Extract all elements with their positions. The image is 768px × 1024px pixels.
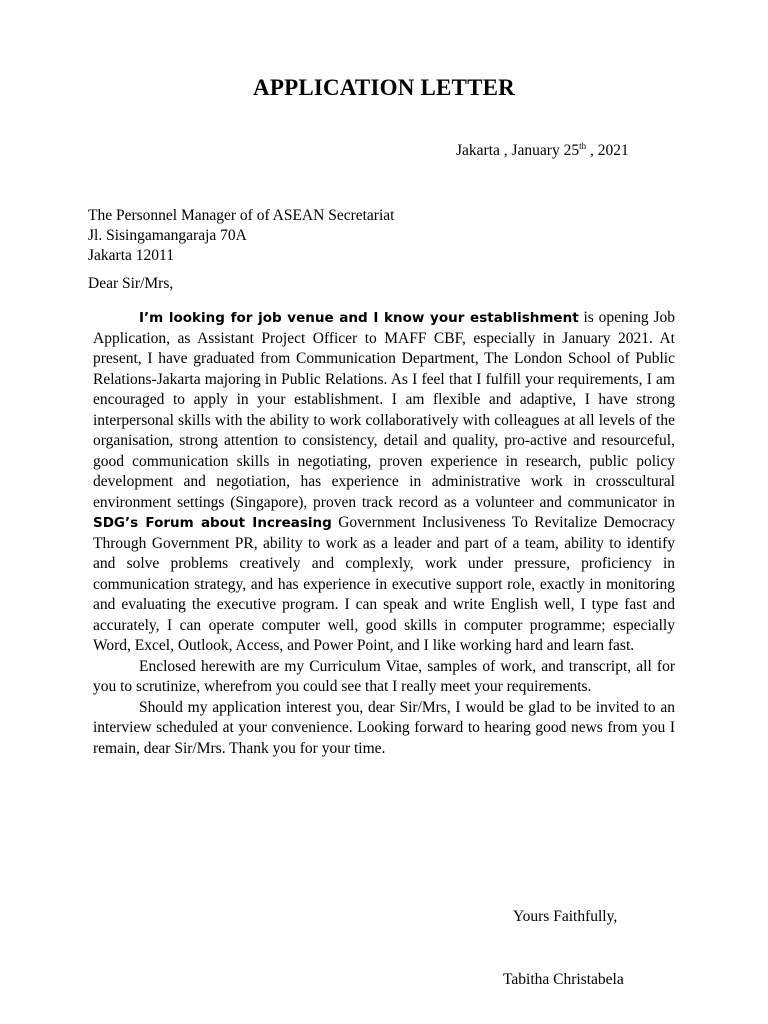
paragraph-1-text-b: Government Inclusiveness To Revitalize Democracy Through Government PR, ability to work as a leader and part of a team, ability to identify and solve problems creatively and complexly, work under pressure, proficiency in communication strategy, and has experience in executive support role, exactly in monitoring and evaluating the executive program. I can speak and write English well, I type fast and accurately, I can operate computer well, good skills in computer programme; especially Word, Excel, Outlook, Access, and Power Point, and I like working hard and learn fast. bbox=[93, 514, 675, 654]
recipient-address bbox=[88, 206, 394, 266]
closing: Yours Faithfully, bbox=[513, 908, 618, 925]
page-title: APPLICATION LETTER bbox=[253, 75, 515, 100]
letter-body bbox=[93, 308, 675, 759]
salutation: Dear Sir/Mrs, bbox=[88, 275, 174, 292]
paragraph-1-text-a: is opening Job Application, as Assistant Project Officer to MAFF CBF, especially in January 2021. At present, I have graduated from Communication Department, The London School of Public Relations-Jakarta majoring in Public Relations. As I feel that I fulfill your requirements, I am encouraged to apply in your establishment. I am flexible and adaptive, I have strong interpersonal skills with the ability to work collaboratively with colleagues at all levels of the organisation, strong attention to consistency, detail and quality, pro-active and resourceful, good communication skills in negotiating, proven experience in research, public policy development and negotiation, has experience in administrative work in crosscultural environment settings (Singapore), proven track record as a volunteer and communicator in bbox=[93, 309, 675, 511]
date-prefix: Jakarta , January 25 bbox=[456, 142, 580, 159]
recipient-line-3: Jakarta 12011 bbox=[88, 247, 174, 264]
date-ordinal: th bbox=[579, 140, 587, 151]
date-suffix: , 2021 bbox=[586, 142, 629, 159]
paragraph-2: Enclosed herewith are my Curriculum Vitae, samples of work, and transcript, all for you to scrutinize, wherefrom you could see that I really meet your requirements. bbox=[93, 657, 675, 695]
paragraph-1-bold-intro: I’m looking for job venue and I know your establishment bbox=[139, 310, 579, 326]
signature-name: Tabitha Christabela bbox=[503, 971, 624, 988]
recipient-line-1: The Personnel Manager of of ASEAN Secretariat bbox=[88, 207, 395, 224]
paragraph-1-bold-mid: SDG’s Forum about Increasing bbox=[93, 515, 332, 531]
letter-date bbox=[456, 142, 629, 160]
paragraph-3: Should my application interest you, dear Sir/Mrs, I would be glad to be invited to an interview scheduled at your convenience. Looking forward to hearing good news from you I remain, dear Sir/Mrs. Thank you for your time. bbox=[93, 698, 675, 757]
paragraph-1 bbox=[93, 308, 675, 657]
recipient-line-2: Jl. Sisingamangaraja 70A bbox=[88, 227, 247, 244]
